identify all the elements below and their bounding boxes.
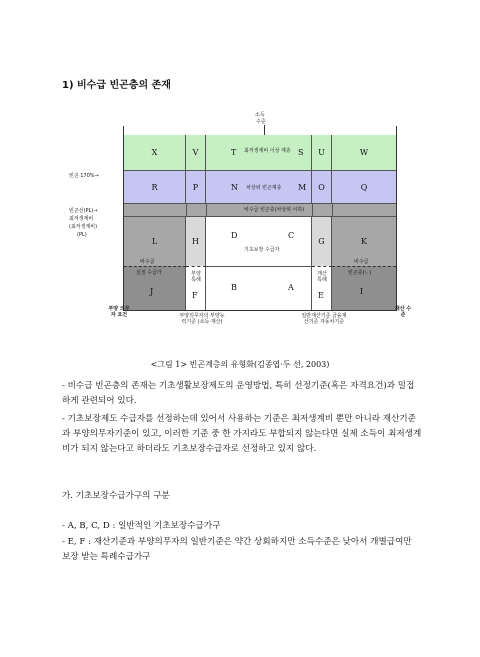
band-non-recipient	[124, 203, 396, 216]
cell-f: 부양 특례 F	[186, 266, 206, 310]
cell-r: R	[124, 170, 186, 203]
label-above-min: 최저생계비 이상 계층	[244, 148, 291, 154]
cell-b: B	[231, 283, 237, 292]
tag-non-recipient-left: 비수급	[140, 259, 155, 265]
cell-h: H	[186, 216, 206, 266]
list-item-abcd: - A, B, C, D : 일반적인 기초보장수급가구	[62, 521, 221, 531]
label-non-recipient: 비수급 빈곤층(차상위 이하)	[244, 207, 305, 213]
cell-v: V	[186, 135, 206, 170]
cell-t-s	[206, 135, 312, 170]
left-label-min: 최저생계비	[69, 216, 94, 222]
section-heading: 1) 비수급 빈곤층의 존재	[62, 80, 171, 91]
cell-w: W	[332, 135, 396, 170]
cell-n-m	[206, 170, 312, 203]
cell-q: Q	[332, 170, 396, 203]
subheading: 가. 기초보장수급가구의 구분	[62, 491, 170, 501]
cell-l: L	[124, 216, 186, 266]
tag-support-exception: 부양 특례	[191, 271, 201, 283]
income-axis-sub: 수준	[256, 119, 266, 125]
cell-u: U	[312, 135, 332, 170]
bottom-left-axis: 부양 의무자 요건	[108, 306, 130, 319]
paragraph-2: - 기초보장제도 수급자를 선정하는데 있어서 사용하는 기준은 최저생계비 뿐만 아니라 재산기준과 부양의무자기준이 있고, 이러한 기준 중 한 가지라도 부합되지 않는다면 실제 소득이 최저생계비가 되지 않는다고 하더라도 기초보장수급자로 선정하고 있지 않다.	[62, 414, 422, 454]
label-near-poor: 차상위 빈곤계층	[246, 185, 282, 191]
cell-a: A	[288, 283, 294, 292]
bottom-mid-right: 일반재산기준 금융재산기준 자동차기준	[301, 313, 347, 326]
cell-x: X	[124, 135, 186, 170]
tag-asset-exception: 재산 특례	[317, 271, 327, 283]
bottom-right-axis: 재산 수준	[394, 306, 412, 319]
cell-b-a	[206, 266, 312, 310]
left-label-pl-paren: (PL)	[77, 232, 87, 238]
income-axis-label: 소득	[255, 112, 265, 118]
tag-poverty-right: 빈곤층(ㄴ)	[348, 270, 372, 276]
cell-s: S	[298, 148, 304, 157]
cell-j: 비수급 실질 수급가 J	[124, 266, 186, 310]
left-label-pl: 빈곤선(PL)→	[69, 208, 98, 214]
list-item-ef: - E, F : 재산기준과 부양의무자의 일반기준은 약간 상회하지만 소득수준은 낮아서 개별급여만 보장 받는 특례수급가구	[62, 537, 412, 562]
cell-c: C	[288, 231, 295, 240]
bottom-mid-left: 부양의무자의 부양능력기준 (소득·재산)	[179, 313, 225, 326]
paragraph-1: - 비수급 빈곤층의 존재는 기초생활보장제도의 운영방법, 특히 선정기준(혹은 자격요건)과 밀접하게 관련되어 있다.	[62, 381, 415, 406]
cell-d-c	[206, 216, 312, 266]
poverty-typology-figure	[69, 112, 412, 332]
tag-non-recipient-right: 비수급	[354, 259, 369, 265]
cell-g: G	[312, 216, 332, 266]
cell-o: O	[312, 170, 332, 203]
tag-actual-recipient: 실질 수급가	[136, 270, 162, 276]
cell-k: K	[332, 216, 396, 266]
cell-e: 재산 특례 E	[312, 266, 332, 310]
cell-n: N	[231, 182, 238, 192]
left-label-170: 빈곤 170%→	[69, 173, 99, 179]
left-label-min-paren: (최저생계비)	[69, 224, 98, 230]
cell-m: M	[298, 182, 307, 192]
figure-caption: <그림 1> 빈곤계층의 유형화(김종엽·두 선, 2003)	[150, 360, 330, 369]
cell-i: 비수급 빈곤층(ㄴ) I	[332, 266, 396, 310]
label-recipient: 기초보장 수급자	[244, 247, 280, 253]
cell-p: P	[186, 170, 206, 203]
cell-t: T	[231, 148, 237, 157]
cell-d: D	[231, 231, 238, 240]
